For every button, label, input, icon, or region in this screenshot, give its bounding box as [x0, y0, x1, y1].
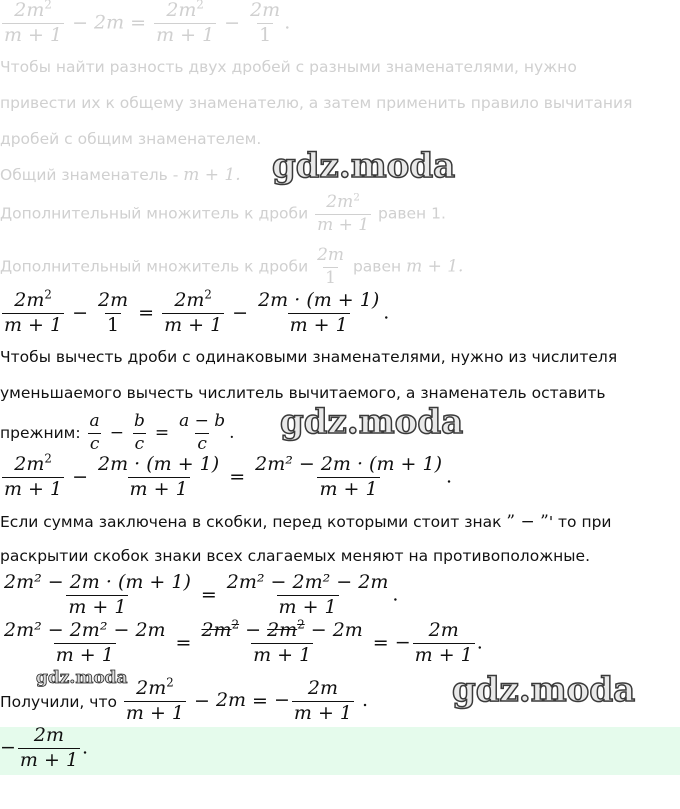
rule-brackets-1: Если сумма заключена в скобки, перед которыми стоит знак ” − ”' то при: [0, 512, 612, 532]
result-line: Получили, что $\frac{2m^2}{m + 1}$ − 2m = − $\frac{2m}{m + 1}$ .: [0, 675, 369, 724]
intro-paragraph-1: Чтобы найти разность двух дробей с разными знаменателями, нужно: [0, 58, 577, 76]
equation-expand: $\frac{\text{2m² − 2m · (m + 1)}}{m + 1}$ = $\frac{\text{2m² − 2m² − 2m}}{m + 1}$ .: [4, 571, 399, 618]
intro-paragraph-3: дробей с общим знаменателем.: [0, 130, 262, 148]
equation-top: $\frac{2m^2}{m + 1}$ − 2m = $\frac{2m^2}{m + 1}$ − $\frac{2m}{1}$ .: [4, 0, 291, 46]
equation-common-denominator: $\frac{2m^2}{m + 1}$ − $\frac{2m}{1}$ = $\frac{2m^2}{m + 1}$ − $\frac{2m \cdot (m + 1)}{m + 1}$ .: [4, 287, 390, 336]
rule-same-den-3: прежним: $\frac{a}{c}$ − $\frac{b}{c}$ = $\frac{a - b}{c}$ .: [0, 411, 235, 454]
watermark-logo: gdz.moda: [272, 146, 456, 186]
equation-simplify: $\frac{\text{2m² − 2m² − 2m}}{m + 1}$ = $\frac{2m^2 - 2m^2 - 2m}{m + 1}$ = − $\frac{2m}{m + 1}$ .: [4, 617, 483, 666]
rule-same-den-1: Чтобы вычесть дроби с одинаковыми знаменателями, нужно из числителя: [0, 348, 618, 366]
watermark-logo: gdz.moda: [280, 402, 464, 442]
answer-expression: − $\frac{2m}{m + 1}$ .: [0, 724, 89, 771]
watermark-logo: gdz.moda: [452, 670, 636, 710]
answer-box: [0, 724, 680, 775]
rule-brackets-2: раскрытии скобок знаки всех слагаемых меняют на противоположные.: [0, 547, 590, 565]
equation-combine: $\frac{2m^2}{m + 1}$ − $\frac{2m \cdot (m + 1)}{m + 1}$ = $\frac{\text{2m² − 2m · (m + 1)}}{m + 1}$ .: [4, 451, 453, 500]
watermark-logo-small: gdz.moda: [36, 668, 128, 688]
extra-factor-line-1: Дополнительный множитель к дроби $\frac{2m^2}{m + 1}$ равен 1.: [0, 191, 446, 235]
extra-factor-line-2: Дополнительный множитель к дроби $\frac{2m}{1}$ равен m + 1.: [0, 245, 464, 288]
intro-paragraph-2: привести их к общему знаменателю, а затем применить правило вычитания: [0, 94, 633, 112]
common-denominator-line: Общий знаменатель - m + 1.: [0, 165, 241, 185]
fraction: $\frac{2m^2}{m + 1}$: [4, 0, 63, 46]
rule-same-den-2: уменьшаемого вычесть числитель вычитаемого, а знаменатель оставить: [0, 384, 606, 402]
